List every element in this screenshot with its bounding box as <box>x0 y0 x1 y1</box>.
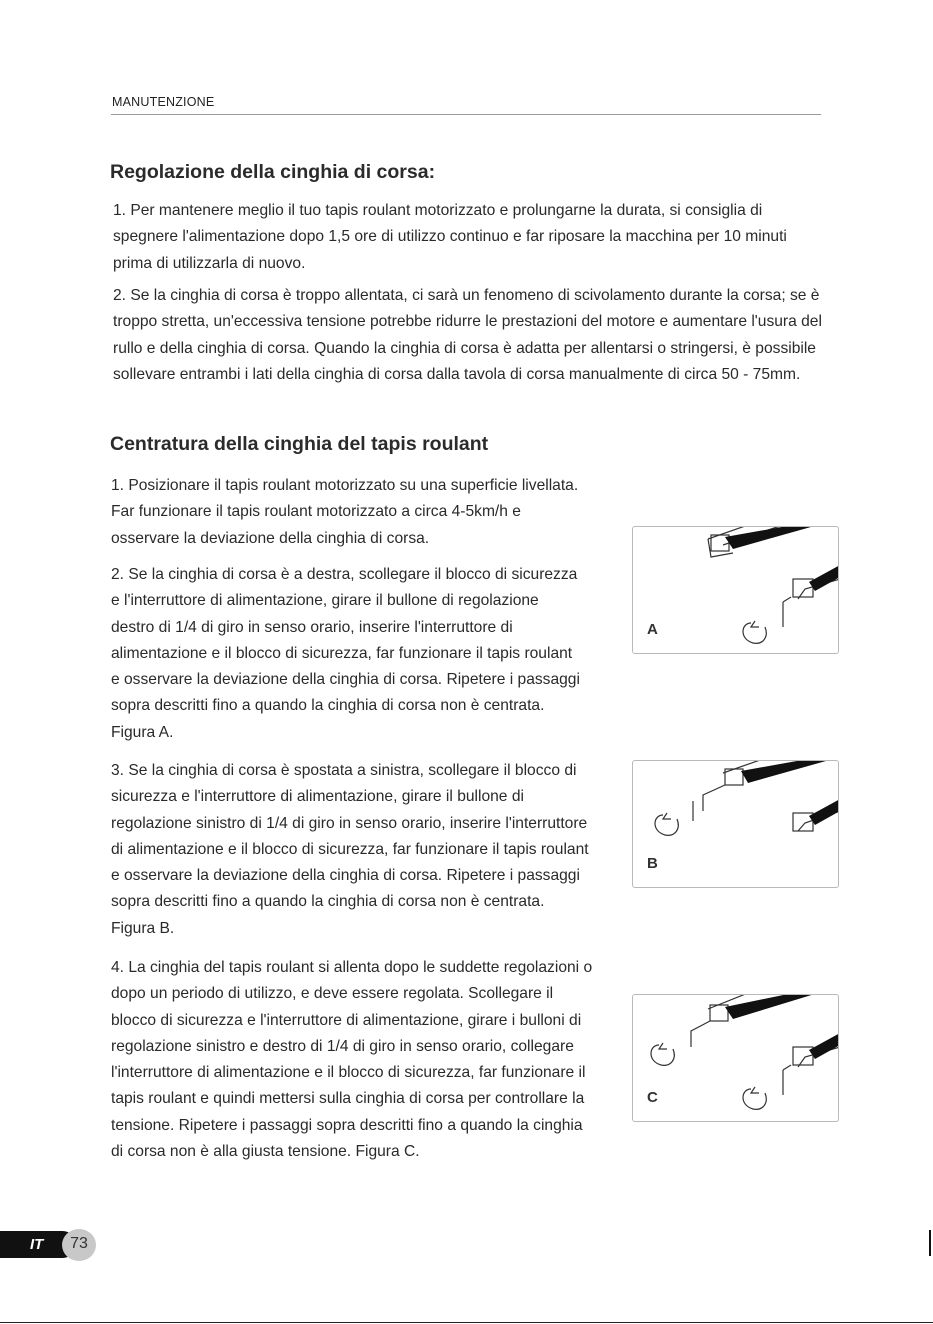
header-divider <box>111 114 821 115</box>
treadmill-roller-illustration-a <box>633 527 839 654</box>
figure-b <box>632 760 839 888</box>
paragraph-centering-3: 3. Se la cinghia di corsa è spostata a sinistra, scollegare il blocco di sicurezza e l'interruttore di alimentazione, girare il bullone di regolazione sinistro di 1/4 di giro in senso orario, inserire l'interruttore di alimentazione e il blocco di sicurezza, far funzionare il tapis roulant e osservare la deviazione della cinghia di corsa. Ripetere i passaggi sopra descritti fino a quando la cinghia di corsa non è centrata. Figura B. <box>111 762 589 937</box>
section-title-belt-centering: Centratura della cinghia del tapis roulant <box>110 433 489 455</box>
figure-letter: C <box>647 1089 658 1106</box>
page-number: 73 <box>70 1235 88 1252</box>
header-section-label: MANUTENZIONE <box>112 95 215 109</box>
treadmill-roller-illustration-b <box>633 761 839 888</box>
figure-letter: A <box>647 621 658 638</box>
paragraph-centering-4: 4. La cinghia del tapis roulant si allenta dopo le suddette regolazioni o dopo un periodo di utilizzo, e deve essere regolata. Scollegare il blocco di sicurezza e l'interruttore di alimentazione, girare i bulloni di regolazione sinistro e destro di 1/4 di giro in senso orario, collegare l'interruttore di alimentazione e il blocco di sicurezza, far funzionare il tapis roulant e quindi mettersi sulla cinghia di corsa per controllare la tensione. Ripetere i passaggi sopra descritti fino a quando la cinghia di corsa non è alla giusta tensione. Figura C. <box>111 959 593 1161</box>
paragraph-centering-2: 2. Se la cinghia di corsa è a destra, scollegare il blocco di sicurezza e l'interruttore di alimentazione, girare il bullone di regolazione destro di 1/4 di giro in senso orario, inserire l'interruttore di alimentazione e il blocco di sicurezza, far funzionare il tapis roulant e osservare la deviazione della cinghia di corsa. Ripetere i passaggi sopra descritti fino a quando la cinghia di corsa non è centrata. Figura A. <box>111 566 580 741</box>
treadmill-roller-illustration-c <box>633 995 839 1122</box>
section-title-belt-adjustment: Regolazione della cinghia di corsa: <box>110 161 436 183</box>
figure-a <box>632 526 839 654</box>
paragraph-belt-adjustment-1: 1. Per mantenere meglio il tuo tapis roulant motorizzato e prolungarne la durata, si consiglia di spegnere l'alimentazione dopo 1,5 ore di utilizzo continuo e far riposare la macchina per 10 minuti prima di utilizzarla di nuovo. <box>113 202 787 272</box>
figure-letter: B <box>647 855 658 872</box>
footer-language-code: IT <box>30 1236 44 1253</box>
paragraph-centering-1: 1. Posizionare il tapis roulant motorizzato su una superficie livellata. Far funzionare il tapis roulant motorizzato a circa 4-5km/h e osservare la deviazione della cinghia di corsa. <box>111 477 579 547</box>
bottom-edge-line <box>0 1322 933 1323</box>
crop-mark <box>929 1230 931 1256</box>
paragraph-belt-adjustment-2: 2. Se la cinghia di corsa è troppo allentata, ci sarà un fenomeno di scivolamento durante la corsa; se è troppo stretta, un'eccessiva tensione potrebbe ridurre le prestazioni del motore e aumentare l'usura del rullo e della cinghia di corsa. Quando la cinghia di corsa è adatta per allentarsi o stringersi, è possibile sollevare entrambi i lati della cinghia di corsa dalla tavola di corsa manualmente di circa 50 - 75mm. <box>113 287 822 383</box>
figure-c <box>632 994 839 1122</box>
